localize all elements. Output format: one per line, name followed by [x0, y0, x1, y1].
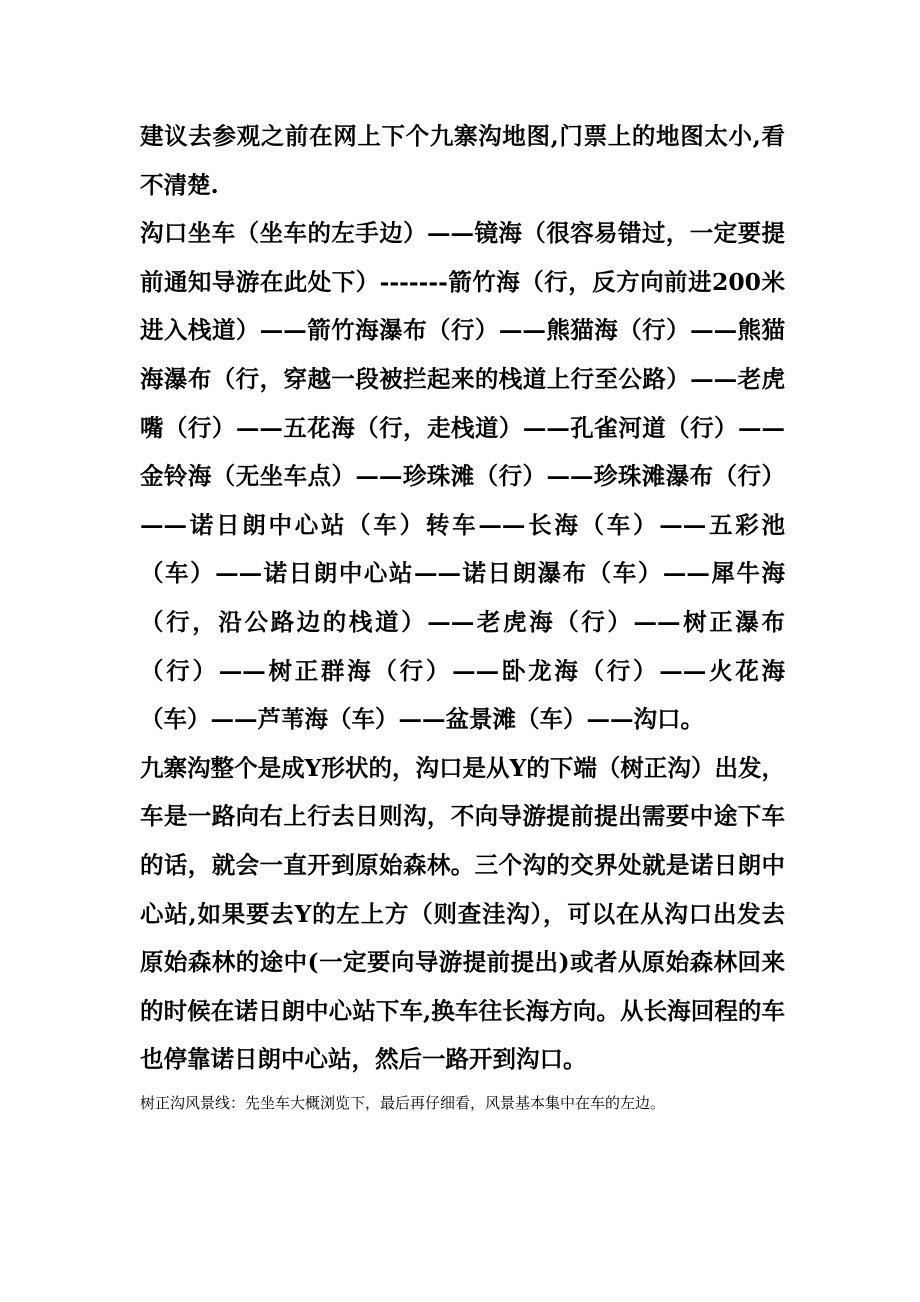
paragraph-layout-explanation: 九寨沟整个是成Y形状的，沟口是从Y的下端（树正沟）出发，车是一路向右上行去日则沟，不向导游提前提出需要中途下车的话，就会一直开到原始森林。三个沟的交界处就是诺日朗中心站,如果要去Y的左上方（则查洼沟），可以在从沟口出发去原始森林的途中(一定要向导游提前提出)或者从原始森林回来的时候在诺日朗中心站下车,换车往长海方向。从长海回程的车也停靠诺日朗中心站，然后一路开到沟口。	[140, 753, 785, 1074]
paragraph-route: 沟口坐车（坐车的左手边）——镜海（很容易错过，一定要提前通知导游在此处下）-------箭竹海（行，反方向前进200米进入栈道）——箭竹海瀑布（行）——熊猫海（行）——熊猫海瀑布（行，穿越一段被拦起来的栈道上行至公路）——老虎嘴（行）——五花海（行，走栈道）——孔雀河道（行）——金铃海（无坐车点）——珍珠滩（行）——珍珠滩瀑布（行）——诺日朗中心站（车）转车——长海（车）——五彩池（车）——诺日朗中心站——诺日朗瀑布（车）——犀牛海（行，沿公路边的栈道）——老虎海（行）——树正瀑布（行）——树正群海（行）——卧龙海（行）——火花海（车）——芦苇海（车）——盆景滩（车）——沟口。	[140, 219, 785, 734]
paragraph-note: 树正沟风景线：先坐车大概浏览下，最后再仔细看，风景基本集中在车的左边。	[140, 1093, 666, 1112]
document-body	[140, 112, 785, 1118]
paragraph-intro: 建议去参观之前在网上下个九寨沟地图,门票上的地图太小,看不清楚.	[140, 122, 785, 199]
